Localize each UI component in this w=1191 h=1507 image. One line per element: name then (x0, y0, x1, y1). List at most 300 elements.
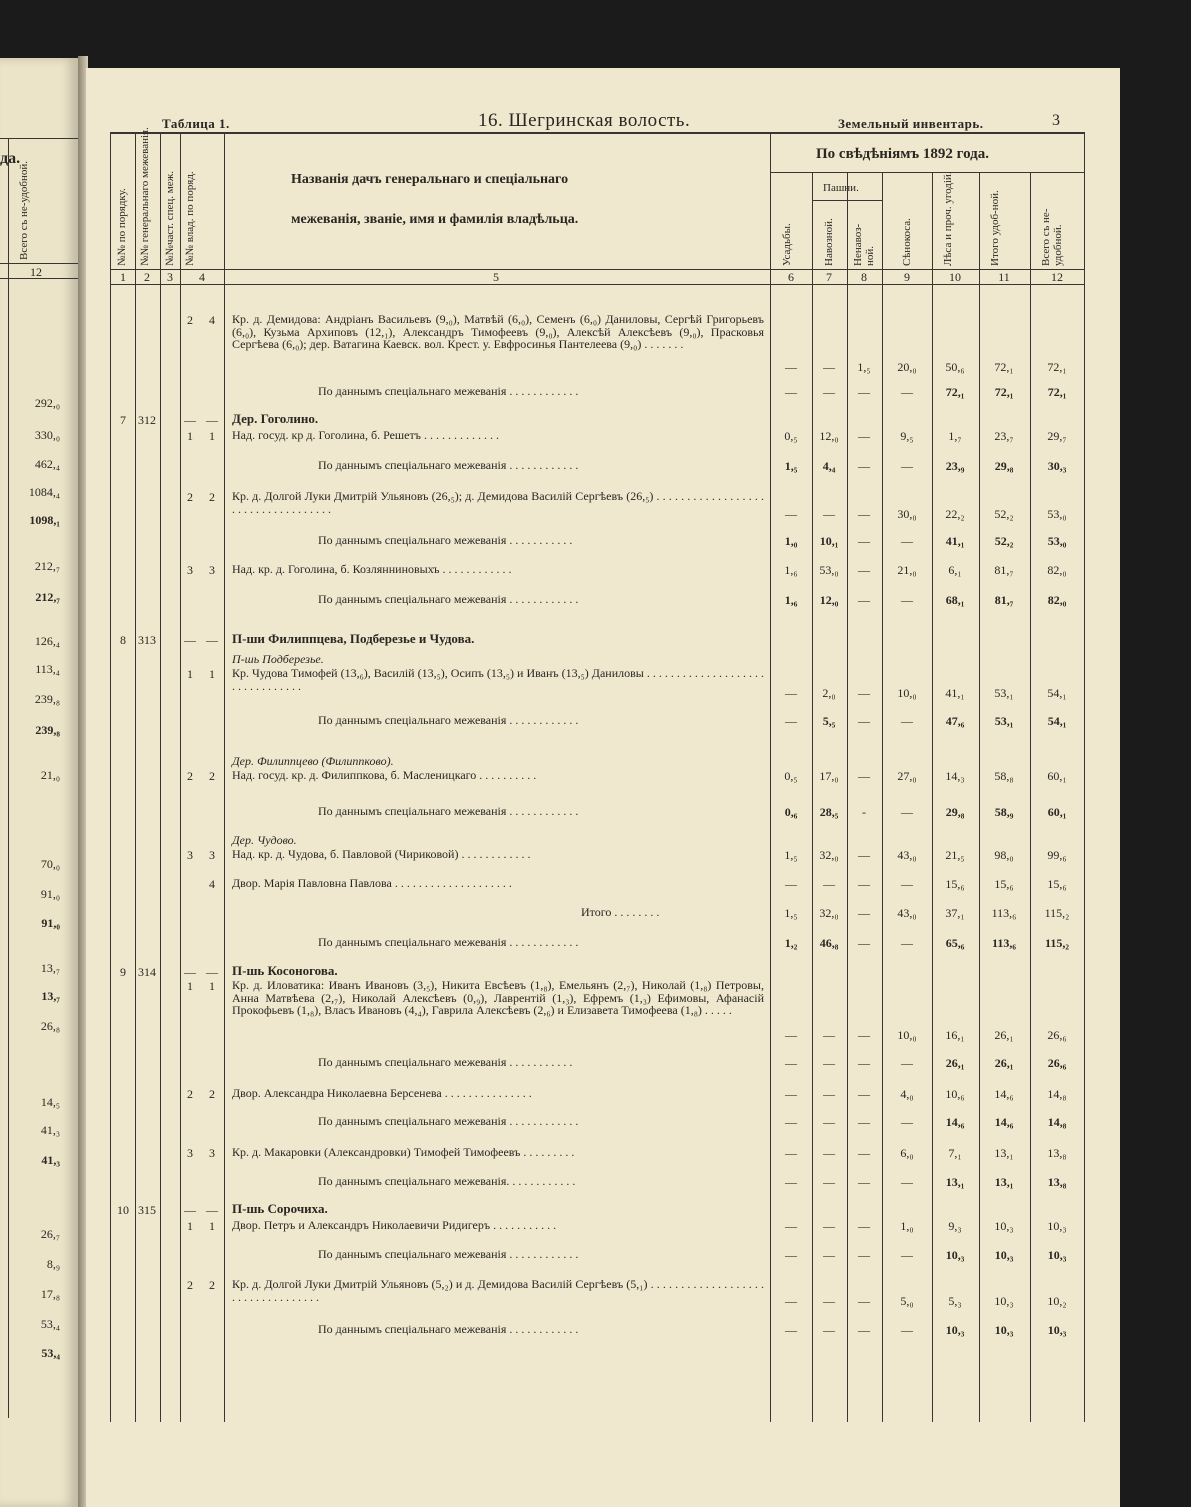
owner-description: Двор. Александра Николаевна Берсенева . . . . . . . . . . . . . . . (232, 1086, 532, 1100)
value-col-9: — (901, 877, 913, 891)
value-col-6: — (785, 1056, 797, 1070)
value-col-7: — (823, 1028, 835, 1042)
special-survey-row-label: По даннымъ спеціальнаго межеванія . . . . . . . . . . . . (318, 1114, 579, 1128)
value-col-6: — (785, 507, 797, 521)
column-number: 2 (144, 270, 150, 284)
left-value: 113,₄ (35, 662, 60, 676)
section-label: Земельный инвентарь. (838, 116, 984, 131)
owner-number: 1 (209, 979, 215, 993)
value-col-12: 60,₁ (1047, 769, 1067, 783)
general-survey-number: 314 (138, 965, 156, 979)
column-number: 6 (788, 270, 794, 284)
value-col-7: 32,₀ (819, 906, 839, 920)
left-value: 17,₈ (40, 1287, 60, 1301)
value-col-12: 13,₈ (1047, 1175, 1067, 1189)
value-col-8: — (858, 1115, 870, 1129)
value-col-10: 72,₁ (945, 385, 965, 399)
value-col-6: 1,₅ (784, 906, 798, 920)
owner-description: Над. кр. д. Чудова, б. Павловой (Чириковой) . . . . . . . . . . . . (232, 847, 531, 861)
value-col-7: 2,₀ (822, 686, 836, 700)
owner-number: 4 (209, 877, 215, 891)
owner-description: Кр. д. Долгой Луки Дмитрій Ульяновъ (5,₂) и д. Демидова Василій Сергѣевъ (5,₁) . . . . . . . . . . . . . . . . . . . . . . . . . . . . . . . . . . (232, 1277, 764, 1304)
owner-number: 2 (209, 769, 215, 783)
left-value: 13,₇ (40, 961, 60, 975)
value-col-11: 13,₁ (994, 1146, 1014, 1160)
special-survey-row-label: По даннымъ спеціальнаго межеванія . . . . . . . . . . . . (318, 592, 579, 606)
left-value: 1098,₁ (29, 513, 60, 527)
value-col-10: 5,₃ (948, 1294, 962, 1308)
owner-number: — (206, 1203, 218, 1217)
place-subheading: П-шь Подберезье. (232, 652, 324, 666)
value-col-10: 50,₆ (945, 360, 965, 374)
value-col-8: — (858, 593, 870, 607)
value-col-8: — (858, 1056, 870, 1070)
value-col-7: — (823, 1294, 835, 1308)
value-col-9: 43,₀ (897, 848, 917, 862)
value-col-12: 26,₆ (1047, 1056, 1067, 1070)
left-value: 26,₈ (40, 1019, 60, 1033)
value-col-12: 29,₇ (1047, 429, 1067, 443)
special-survey-number: — (184, 1203, 196, 1217)
col-header-12: Всего съ не-удобной. (1040, 208, 1064, 266)
left-value: 8,₉ (46, 1257, 60, 1271)
value-col-11: 58,₉ (994, 805, 1014, 819)
col-header-10: Лѣса и проч. угодій. (942, 171, 954, 266)
left-value: 212,₇ (35, 590, 60, 604)
value-col-10: 21,₅ (945, 848, 965, 862)
value-col-7: — (823, 1219, 835, 1233)
page-number: 3 (1052, 112, 1060, 129)
general-survey-number: 313 (138, 633, 156, 647)
value-col-10: 41,₁ (945, 686, 965, 700)
value-col-6: — (785, 1146, 797, 1160)
value-col-7: — (823, 877, 835, 891)
value-col-11: 14,₆ (994, 1115, 1014, 1129)
owner-description: Двор. Марія Павловна Павлова . . . . . . . . . . . . . . . . . . . . (232, 876, 512, 890)
owner-description: Над. госуд. кр. д. Филиппкова, б. Масленицкаго . . . . . . . . . . (232, 768, 537, 782)
group-header-arable: Пашни. (823, 182, 859, 194)
value-col-11: 23,₇ (994, 429, 1014, 443)
value-col-7: 53,₀ (819, 563, 839, 577)
value-col-10: 7,₁ (948, 1146, 962, 1160)
special-survey-row-label: По даннымъ спеціальнаго межеванія. . . . . . . . . . . . (318, 1174, 576, 1188)
value-col-7: — (823, 507, 835, 521)
left-value: 239,₈ (35, 723, 60, 737)
value-col-6: — (785, 1175, 797, 1189)
column-number: 5 (493, 270, 499, 284)
left-value: 41,₃ (40, 1123, 60, 1137)
value-col-10: 10,₃ (945, 1323, 965, 1337)
value-col-9: 10,₀ (897, 686, 917, 700)
value-col-12: 14,₈ (1047, 1087, 1067, 1101)
value-col-6: — (785, 360, 797, 374)
value-col-12: 10,₃ (1047, 1323, 1067, 1337)
value-col-7: 17,₀ (819, 769, 839, 783)
column-number: 1 (120, 270, 126, 284)
value-col-10: 1,₇ (948, 429, 962, 443)
special-survey-number: — (184, 633, 196, 647)
left-column-number: 12 (30, 265, 42, 279)
owner-number: 2 (209, 1087, 215, 1101)
value-col-8: - (862, 805, 866, 819)
left-value: 212,₇ (34, 559, 60, 573)
value-col-7: 12,₀ (819, 593, 839, 607)
value-col-7: — (823, 1056, 835, 1070)
owner-description: Над. кр. д. Гоголина, б. Козлянниновыхъ . . . . . . . . . . . . (232, 562, 512, 576)
value-col-7: 12,₀ (819, 429, 839, 443)
col-header-1: №№ по порядку. (116, 188, 128, 266)
value-col-9: — (901, 1175, 913, 1189)
owner-number: — (206, 965, 218, 979)
special-survey-row-label: По даннымъ спеціальнаго межеванія . . . . . . . . . . . . (318, 1322, 579, 1336)
value-col-6: — (785, 1294, 797, 1308)
value-col-8: — (858, 1087, 870, 1101)
value-col-12: 10,₃ (1047, 1219, 1067, 1233)
special-survey-number: 2 (187, 490, 193, 504)
col-header-2: №№ генеральнаго межеванія. (139, 127, 151, 266)
value-col-11: 72,₁ (994, 360, 1014, 374)
page-title: 16. Шегринская волость. (478, 110, 691, 131)
value-col-6: — (785, 1323, 797, 1337)
value-col-8: — (858, 714, 870, 728)
col-header-5-line1: Названія дачъ генеральнаго и спеціальнаго (291, 172, 569, 187)
special-survey-number: 3 (187, 563, 193, 577)
table-label: Таблица 1. (162, 116, 230, 131)
value-col-9: — (901, 593, 913, 607)
column-number: 12 (1051, 270, 1063, 284)
value-col-7: 46,₈ (819, 936, 839, 950)
value-col-8: — (858, 848, 870, 862)
value-col-11: 53,₁ (994, 686, 1014, 700)
value-col-12: 82,₀ (1047, 563, 1067, 577)
estate-heading: Дер. Гоголино. (232, 411, 319, 426)
special-survey-row-label: По даннымъ спеціальнаго межеванія . . . . . . . . . . . (318, 1055, 573, 1069)
value-col-11: 10,₃ (994, 1294, 1014, 1308)
value-col-11: 58,₈ (994, 769, 1014, 783)
value-col-11: 10,₃ (994, 1323, 1014, 1337)
value-col-8: — (858, 385, 870, 399)
row-number: 9 (120, 965, 126, 979)
value-col-7: — (823, 1087, 835, 1101)
value-col-12: 72,₁ (1047, 360, 1067, 374)
value-col-9: 21,₀ (897, 563, 917, 577)
value-col-10: 22,₂ (945, 507, 965, 521)
value-col-11: 10,₃ (994, 1248, 1014, 1262)
value-col-8: — (858, 1175, 870, 1189)
value-col-10: 37,₁ (945, 906, 965, 920)
value-col-12: 53,₀ (1047, 507, 1067, 521)
estate-heading: П-шь Косоногова. (232, 963, 338, 978)
value-col-7: — (823, 360, 835, 374)
value-col-9: — (901, 805, 913, 819)
value-col-10: 41,₁ (945, 534, 965, 548)
value-col-12: 14,₈ (1047, 1115, 1067, 1129)
value-col-10: 10,₃ (945, 1248, 965, 1262)
left-page (0, 58, 78, 1507)
column-number: 3 (167, 270, 173, 284)
value-col-6: — (785, 1219, 797, 1233)
value-col-6: 0,₅ (784, 429, 798, 443)
row-number: 8 (120, 633, 126, 647)
value-col-12: 82,₀ (1047, 593, 1067, 607)
value-col-12: 115,₂ (1045, 936, 1069, 950)
value-col-10: 6,₁ (948, 563, 962, 577)
special-survey-row-label: По даннымъ спеціальнаго межеванія . . . . . . . . . . . . (318, 804, 579, 818)
col-header-8: Ненавоз-ной. (852, 223, 876, 266)
value-col-12: 54,₁ (1047, 714, 1067, 728)
value-col-9: 10,₀ (897, 1028, 917, 1042)
left-value: 53,₄ (41, 1346, 60, 1360)
value-col-6: 1,₆ (784, 563, 798, 577)
owner-number: 3 (209, 563, 215, 577)
owner-number: — (206, 413, 218, 427)
value-col-8: — (858, 1028, 870, 1042)
special-survey-number: 2 (187, 769, 193, 783)
value-col-6: 1,₂ (784, 936, 798, 950)
value-col-7: — (823, 385, 835, 399)
value-col-12: 99,₆ (1047, 848, 1067, 862)
value-col-9: — (901, 1323, 913, 1337)
left-value: 292,₀ (34, 396, 60, 410)
value-col-7: — (823, 1115, 835, 1129)
special-survey-row-label: По даннымъ спеціальнаго межеванія . . . . . . . . . . . . (318, 935, 579, 949)
value-col-8: — (858, 906, 870, 920)
general-survey-number: 315 (138, 1203, 156, 1217)
special-survey-number: 1 (187, 429, 193, 443)
owner-number: — (206, 633, 218, 647)
value-col-11: 113,₆ (992, 936, 1016, 950)
value-col-6: 0,₆ (784, 805, 798, 819)
value-col-9: 9,₅ (900, 429, 914, 443)
value-col-8: — (858, 1146, 870, 1160)
value-col-10: 14,₆ (945, 1115, 965, 1129)
value-col-7: — (823, 1323, 835, 1337)
value-col-12: 10,₂ (1047, 1294, 1067, 1308)
owner-description: Кр. д. Долгой Луки Дмитрій Ульяновъ (26,₅); д. Демидова Василій Сергѣевъ (26,₅) . . . . . . . . . . . . . . . . . . . . . . . . . . . . . . . . . . . (232, 489, 764, 516)
value-col-6: — (785, 1087, 797, 1101)
special-survey-number: 3 (187, 848, 193, 862)
left-value: 13,₇ (41, 989, 60, 1003)
special-survey-row-label: По даннымъ спеціальнаго межеванія . . . . . . . . . . . . (318, 1247, 579, 1261)
left-value: 1084,₄ (28, 485, 60, 499)
value-col-9: 43,₀ (897, 906, 917, 920)
special-survey-row-label: По даннымъ спеціальнаго межеванія . . . . . . . . . . . . (318, 458, 579, 472)
value-col-11: 29,₈ (994, 459, 1014, 473)
value-col-8: — (858, 534, 870, 548)
value-col-7: — (823, 1175, 835, 1189)
place-subheading: Дер. Филиппцево (Филиппково). (232, 754, 394, 768)
value-col-10: 9,₃ (948, 1219, 962, 1233)
column-number: 10 (949, 270, 961, 284)
value-col-9: 4,₀ (900, 1087, 914, 1101)
value-col-7: 32,₀ (819, 848, 839, 862)
value-col-7: 5,₅ (822, 714, 836, 728)
col-header-7: Навозной. (823, 218, 835, 266)
value-col-11: 52,₂ (994, 534, 1014, 548)
special-survey-number: 1 (187, 667, 193, 681)
column-number: 4 (199, 270, 205, 284)
value-col-8: — (858, 507, 870, 521)
value-col-6: 1,₆ (784, 593, 798, 607)
special-survey-row-label: По даннымъ спеціальнаго межеванія . . . . . . . . . . . . (318, 384, 579, 398)
value-col-10: 29,₈ (945, 805, 965, 819)
value-col-9: 5,₀ (900, 1294, 914, 1308)
left-value: 41,₃ (41, 1153, 60, 1167)
owner-number: 4 (209, 313, 215, 327)
value-col-6: — (785, 385, 797, 399)
value-col-12: 13,₈ (1047, 1146, 1067, 1160)
column-number: 8 (861, 270, 867, 284)
value-col-11: 15,₆ (994, 877, 1014, 891)
value-col-9: — (901, 936, 913, 950)
value-col-11: 10,₃ (994, 1219, 1014, 1233)
value-col-9: — (901, 1248, 913, 1262)
value-col-8: 1,₅ (857, 360, 871, 374)
value-col-10: 16,₁ (945, 1028, 965, 1042)
owner-number: 2 (209, 490, 215, 504)
value-col-6: — (785, 877, 797, 891)
special-survey-row-label: По даннымъ спеціальнаго межеванія . . . . . . . . . . . (318, 533, 573, 547)
value-col-11: 98,₀ (994, 848, 1014, 862)
general-survey-number: 312 (138, 413, 156, 427)
group-header-1892: По свѣдѣніямъ 1892 года. (816, 146, 989, 162)
value-col-10: 15,₆ (945, 877, 965, 891)
owner-number: 1 (209, 429, 215, 443)
value-col-8: — (858, 936, 870, 950)
value-col-11: 81,₇ (994, 563, 1014, 577)
value-col-9: 20,₀ (897, 360, 917, 374)
special-survey-number: — (184, 965, 196, 979)
left-value: 14,₅ (40, 1095, 60, 1109)
value-col-10: 13,₁ (945, 1175, 965, 1189)
value-col-8: — (858, 877, 870, 891)
value-col-8: — (858, 459, 870, 473)
value-col-12: 10,₃ (1047, 1248, 1067, 1262)
value-col-9: — (901, 459, 913, 473)
value-col-12: 30,₃ (1047, 459, 1067, 473)
value-col-10: 14,₃ (945, 769, 965, 783)
value-col-7: 28,₅ (819, 805, 839, 819)
value-col-9: 30,₀ (897, 507, 917, 521)
value-col-12: 54,₁ (1047, 686, 1067, 700)
special-survey-number: 3 (187, 1146, 193, 1160)
value-col-12: 115,₂ (1044, 906, 1070, 920)
left-value: 53,₄ (40, 1317, 60, 1331)
left-column-header: Всего съ не-удобной. (18, 161, 30, 260)
value-col-9: — (901, 714, 913, 728)
row-number: 7 (120, 413, 126, 427)
value-col-8: — (858, 1323, 870, 1337)
value-col-11: 26,₁ (994, 1028, 1014, 1042)
special-survey-number: 2 (187, 1278, 193, 1292)
value-col-7: 10,₁ (819, 534, 839, 548)
value-col-10: 65,₆ (945, 936, 965, 950)
value-col-11: 81,₇ (994, 593, 1014, 607)
owner-number: 3 (209, 848, 215, 862)
value-col-11: 14,₆ (994, 1087, 1014, 1101)
left-value: 239,₈ (34, 692, 60, 706)
value-col-12: 53,₀ (1047, 534, 1067, 548)
left-value: 126,₄ (34, 634, 60, 648)
value-col-11: 72,₁ (994, 385, 1014, 399)
value-col-10: 68,₁ (945, 593, 965, 607)
place-subheading: Дер. Чудово. (232, 833, 297, 847)
value-col-11: 13,₁ (994, 1175, 1014, 1189)
value-col-6: — (785, 1028, 797, 1042)
value-col-9: — (901, 534, 913, 548)
owner-number: 1 (209, 1219, 215, 1233)
value-col-7: 4,₄ (822, 459, 836, 473)
left-value: 70,₀ (40, 857, 60, 871)
owner-number: 1 (209, 667, 215, 681)
col-header-3: №№част. спец. меж. (164, 171, 176, 266)
value-col-6: 1,₅ (784, 848, 798, 862)
column-number: 11 (998, 270, 1010, 284)
row-number: 10 (117, 1203, 129, 1217)
value-col-6: — (785, 686, 797, 700)
column-number: 9 (904, 270, 910, 284)
value-col-8: — (858, 769, 870, 783)
left-value: 21,₀ (40, 768, 60, 782)
col-header-4: №№ влад. по поряд. (184, 171, 196, 266)
left-value: 330,₀ (34, 428, 60, 442)
value-col-8: — (858, 429, 870, 443)
col-header-11: Итого удоб-ной. (989, 190, 1001, 266)
owner-description: Двор. Петръ и Александръ Николаевичи Ридигеръ . . . . . . . . . . . (232, 1218, 557, 1232)
col-header-5-line2: межеванія, званіе, имя и фамилія владѣльца. (291, 212, 579, 227)
special-survey-number: 2 (187, 1087, 193, 1101)
value-col-9: — (901, 385, 913, 399)
value-col-10: 26,₁ (945, 1056, 965, 1070)
value-col-9: — (901, 1115, 913, 1129)
value-col-6: — (785, 1248, 797, 1262)
value-col-8: — (858, 563, 870, 577)
value-col-9: 6,₀ (900, 1146, 914, 1160)
left-value: 462,₄ (34, 457, 60, 471)
special-survey-number: 1 (187, 1219, 193, 1233)
owner-number: 2 (209, 1278, 215, 1292)
value-col-9: — (901, 1056, 913, 1070)
value-col-6: 1,₀ (784, 534, 798, 548)
left-header-fragment: да. (0, 150, 21, 167)
owner-number: 3 (209, 1146, 215, 1160)
special-survey-number: 1 (187, 979, 193, 993)
left-value: 91,₀ (41, 916, 60, 930)
value-col-6: 0,₅ (784, 769, 798, 783)
value-col-11: 52,₂ (994, 507, 1014, 521)
total-label: Итого . . . . . . . . (581, 905, 660, 919)
value-col-9: 27,₀ (897, 769, 917, 783)
value-col-8: — (858, 686, 870, 700)
value-col-6: 1,₅ (784, 459, 798, 473)
value-col-11: 113,₆ (991, 906, 1017, 920)
special-survey-number: 2 (187, 313, 193, 327)
col-header-6: Усадьбы. (781, 223, 793, 266)
left-value: 26,₇ (40, 1227, 60, 1241)
owner-description: Кр. д. Иловатика: Иванъ Ивановъ (3,₅), Никита Евсѣевъ (1,₈), Емельянъ (2,₇), Николай (1,₈) Петровы, Анна Матвѣева (2,₇), Николай Алексѣевъ (0,₉), Лаврентій (1,₃), Ефремъ (1,₃) Ефимовы, Афанасій Прокофьевъ (1,₈), Власъ Ивановъ (4,₄), Гаврила Алексѣевъ (2,₆) и Елизавета Тимофеева (1,₈) . . . . . (232, 978, 764, 1017)
estate-heading: П-шь Сорочиха. (232, 1201, 328, 1216)
value-col-8: — (858, 1248, 870, 1262)
special-survey-row-label: По даннымъ спеціальнаго межеванія . . . . . . . . . . . . (318, 713, 579, 727)
value-col-12: 26,₆ (1047, 1028, 1067, 1042)
value-col-10: 47,₆ (945, 714, 965, 728)
left-value: 91,₀ (40, 887, 60, 901)
value-col-8: — (858, 1219, 870, 1233)
value-col-12: 72,₁ (1047, 385, 1067, 399)
owner-description: Над. госуд. кр д. Гоголина, б. Решетъ . . . . . . . . . . . . . (232, 428, 499, 442)
value-col-11: 53,₁ (994, 714, 1014, 728)
value-col-7: — (823, 1146, 835, 1160)
